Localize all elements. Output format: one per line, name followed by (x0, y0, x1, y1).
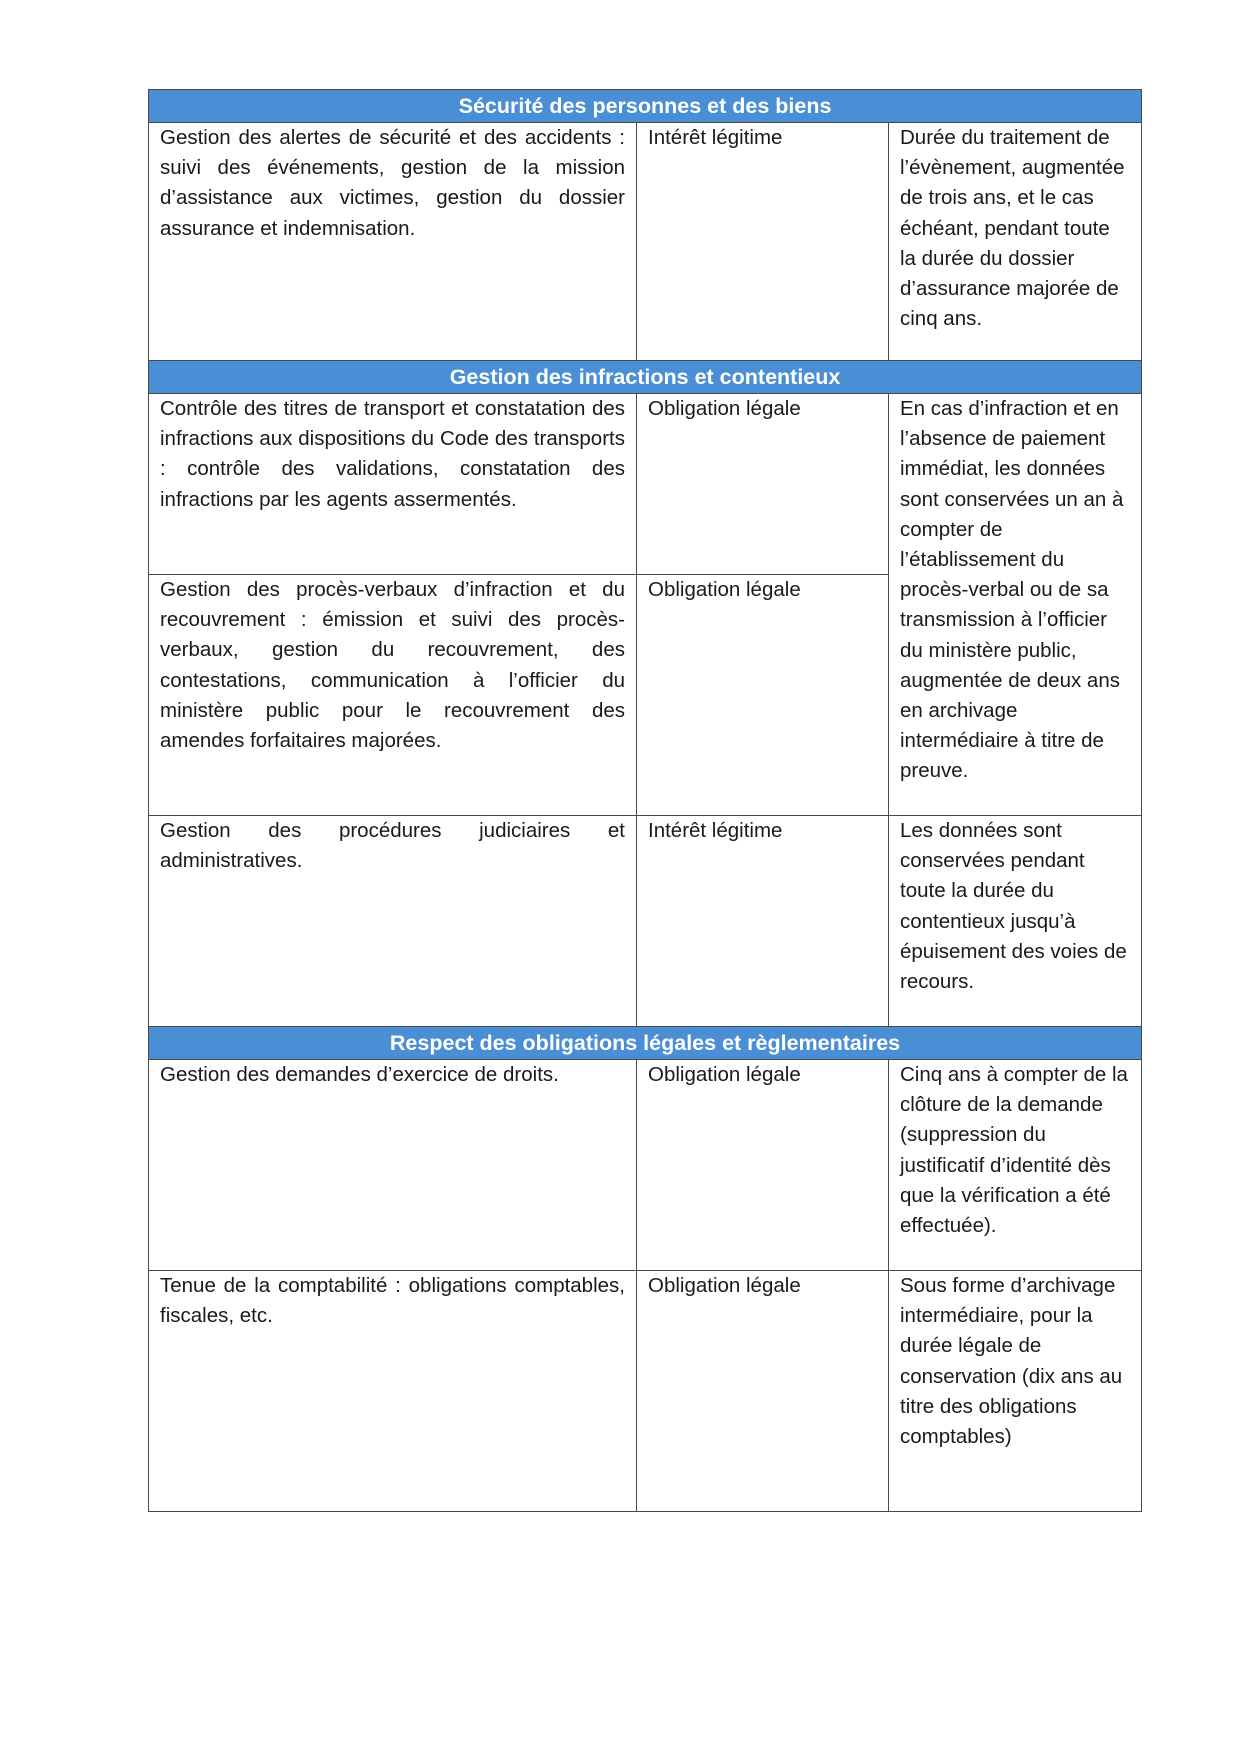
purpose-cell: Gestion des alertes de sécurité et des accidents : suivi des événements, gestion de la mission d’assistance aux victimes, gestion du dossier assurance et indemnisation. (149, 123, 637, 361)
table-row (149, 1271, 1142, 1512)
legal-basis-cell: Obligation légale (637, 1060, 889, 1271)
section-header (149, 90, 1142, 123)
table-row (149, 816, 1142, 1027)
purpose-cell: Gestion des procès-verbaux d’infraction et du recouvrement : émission et suivi des procès-verbaux, gestion du recouvrement, des contestations, communication à l’officier du ministère public pour le recouvrement des amendes forfaitaires majorées. (149, 575, 637, 816)
retention-cell: Cinq ans à compter de la clôture de la demande (suppression du justificatif d’identité dès que la vérification a été effectuée). (889, 1060, 1142, 1271)
section-title: Gestion des infractions et contentieux (149, 361, 1142, 394)
retention-cell: Les données sont conservées pendant toute la durée du contentieux jusqu’à épuisement des voies de recours. (889, 816, 1142, 1027)
section-header (149, 1027, 1142, 1060)
section-header (149, 361, 1142, 394)
legal-basis-cell: Obligation légale (637, 575, 889, 816)
retention-table (148, 89, 1142, 1512)
table-row (149, 394, 1142, 575)
retention-cell: Durée du traitement de l’évènement, augmentée de trois ans, et le cas échéant, pendant toute la durée du dossier d’assurance majorée de cinq ans. (889, 123, 1142, 361)
retention-cell: Sous forme d’archivage intermédiaire, pour la durée légale de conservation (dix ans au titre des obligations comptables) (889, 1271, 1142, 1512)
table-row (149, 1060, 1142, 1271)
table-row (149, 123, 1142, 361)
legal-basis-cell: Obligation légale (637, 1271, 889, 1512)
legal-basis-cell: Intérêt légitime (637, 816, 889, 1027)
retention-cell: En cas d’infraction et en l’absence de paiement immédiat, les données sont conservées un an à compter de l’établissement du procès-verbal ou de sa transmission à l’officier du ministère public, augmentée de deux ans en archivage intermédiaire à titre de preuve. (889, 394, 1142, 816)
section-title: Sécurité des personnes et des biens (149, 90, 1142, 123)
purpose-cell: Contrôle des titres de transport et constatation des infractions aux dispositions du Code des transports : contrôle des validations, constatation des infractions par les agents assermentés. (149, 394, 637, 575)
section-title: Respect des obligations légales et règlementaires (149, 1027, 1142, 1060)
purpose-cell: Gestion des demandes d’exercice de droits. (149, 1060, 637, 1271)
legal-basis-cell: Intérêt légitime (637, 123, 889, 361)
purpose-cell: Tenue de la comptabilité : obligations comptables, fiscales, etc. (149, 1271, 637, 1512)
legal-basis-cell: Obligation légale (637, 394, 889, 575)
purpose-cell: Gestion des procédures judiciaires et administratives. (149, 816, 637, 1027)
